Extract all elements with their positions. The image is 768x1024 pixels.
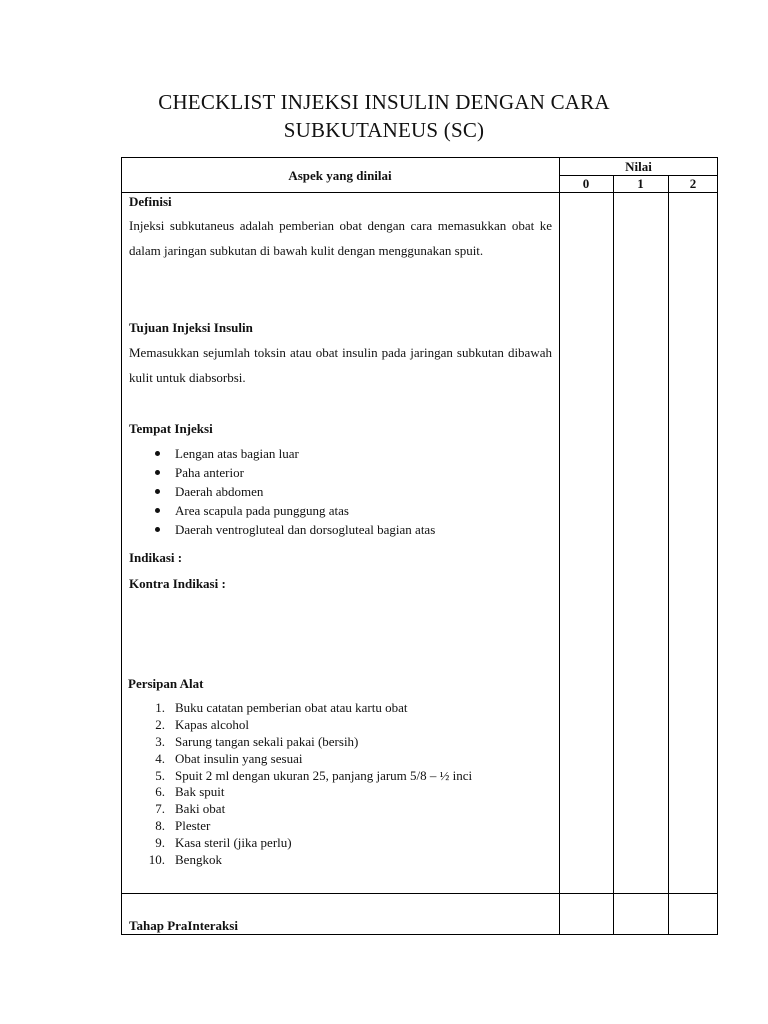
table-divider-aspect <box>559 157 560 935</box>
list-item: 10. Bengkok <box>148 852 222 868</box>
header-score-2: 2 <box>689 176 697 191</box>
table-divider-score-0-1 <box>613 175 614 935</box>
list-item: 9. Kasa steril (jika perlu) <box>155 835 292 851</box>
kontra-indikasi-heading: Kontra Indikasi : <box>129 576 226 591</box>
table-rule-section <box>121 893 718 894</box>
definisi-heading: Definisi <box>129 194 172 209</box>
header-score-1: 1 <box>637 176 644 191</box>
tujuan-heading: Tujuan Injeksi Insulin <box>129 320 253 335</box>
bullet-icon <box>155 527 160 532</box>
tempat-heading: Tempat Injeksi <box>129 421 213 436</box>
indikasi-heading: Indikasi : <box>129 550 183 565</box>
table-divider-score-1-2 <box>668 175 669 935</box>
list-item: Lengan atas bagian luar <box>129 444 552 463</box>
bullet-icon <box>155 508 160 513</box>
title-line-2: SUBKUTANEUS (SC) <box>283 118 485 142</box>
list-item: 8. Plester <box>155 818 211 834</box>
list-item: 2. Kapas alcohol <box>155 716 250 732</box>
tujuan-text: Memasukkan sejumlah toksin atau obat insulin pada jaringan subkutan dibawah kulit untuk diabsorbsi. <box>129 345 552 385</box>
list-item: Paha anterior <box>129 463 552 482</box>
definisi-text: Injeksi subkutaneus adalah pemberian obat dengan cara memasukkan obat ke dalam jaringan subkutan di bawah kulit dengan menggunakan spuit. <box>129 218 552 258</box>
list-item: 7. Baki obat <box>155 801 226 817</box>
header-aspect: Aspek yang dinilai <box>288 168 392 183</box>
persiapan-list <box>129 700 552 869</box>
list-item: 4. Obat insulin yang sesuai <box>155 750 303 766</box>
prainteraksi-heading: Tahap PraInteraksi <box>129 918 238 933</box>
tempat-list <box>129 444 552 539</box>
bullet-icon <box>155 470 160 475</box>
list-item: Daerah ventrogluteal dan dorsogluteal bagian atas <box>129 520 552 539</box>
list-item: 3. Sarung tangan sekali pakai (bersih) <box>155 733 359 749</box>
bullet-icon <box>155 451 160 456</box>
list-item: 5. Spuit 2 ml dengan ukuran 25, panjang jarum 5/8 – ½ inci <box>155 767 473 783</box>
list-item: Daerah abdomen <box>129 482 552 501</box>
persiapan-heading: Persipan Alat <box>128 676 204 691</box>
document-title <box>0 88 768 144</box>
list-item: 1. Buku catatan pemberian obat atau kartu obat <box>155 700 408 715</box>
table-rule-header <box>121 192 718 193</box>
list-item: Area scapula pada punggung atas <box>129 501 552 520</box>
list-item: 6. Bak spuit <box>155 784 225 800</box>
header-nilai: Nilai <box>625 159 652 174</box>
header-score-0: 0 <box>582 176 590 191</box>
bullet-icon <box>155 489 160 494</box>
title-line-1: CHECKLIST INJEKSI INSULIN DENGAN CARA <box>158 90 610 114</box>
